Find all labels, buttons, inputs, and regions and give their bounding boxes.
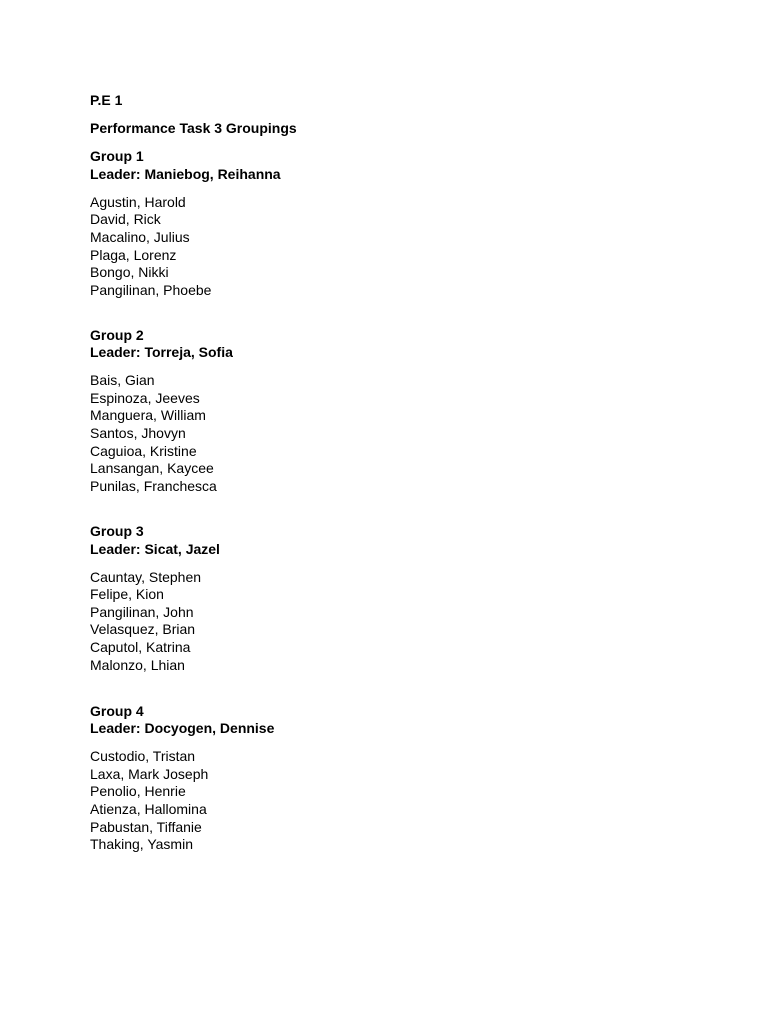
member-name: Cauntay, Stephen — [90, 568, 202, 585]
member-name: Pangilinan, Phoebe — [90, 281, 212, 298]
document-page — [90, 92, 690, 881]
member-name: Espinoza, Jeeves — [90, 389, 200, 406]
group-title: Group 3 — [90, 523, 144, 540]
member-name: Laxa, Mark Joseph — [90, 765, 209, 782]
group-section-2 — [90, 327, 690, 496]
group-title: Group 2 — [90, 326, 144, 343]
member-name: David, Rick — [90, 211, 161, 228]
group-header — [90, 327, 690, 362]
member-list — [90, 372, 690, 495]
group-leader: Leader: Sicat, Jazel — [90, 540, 220, 557]
member-name: Manguera, William — [90, 407, 206, 424]
member-name: Macalino, Julius — [90, 228, 190, 245]
group-title: Group 1 — [90, 148, 144, 165]
course-title: P.E 1 — [90, 92, 123, 108]
member-name: Thaking, Yasmin — [90, 836, 193, 853]
group-section-1 — [90, 148, 690, 299]
group-leader: Leader: Docyogen, Dennise — [90, 720, 275, 737]
member-name: Lansangan, Kaycee — [90, 460, 214, 477]
member-name: Malonzo, Lhian — [90, 656, 185, 673]
member-name: Velasquez, Brian — [90, 621, 196, 638]
member-name: Pangilinan, John — [90, 603, 194, 620]
group-header — [90, 148, 690, 183]
group-section-4 — [90, 703, 690, 854]
group-section-3 — [90, 523, 690, 674]
member-list — [90, 194, 690, 300]
member-name: Pabustan, Tiffanie — [90, 818, 202, 835]
group-header — [90, 523, 690, 558]
task-title: Performance Task 3 Groupings — [90, 119, 297, 136]
member-name: Agustin, Harold — [90, 193, 186, 210]
member-name: Plaga, Lorenz — [90, 246, 177, 263]
member-list — [90, 569, 690, 675]
member-name: Punilas, Franchesca — [90, 477, 217, 494]
member-name: Caputol, Katrina — [90, 638, 191, 655]
group-header — [90, 703, 690, 738]
member-list — [90, 748, 690, 854]
member-name: Penolio, Henrie — [90, 783, 186, 800]
group-title: Group 4 — [90, 702, 144, 719]
group-leader: Leader: Maniebog, Reihanna — [90, 165, 281, 182]
member-name: Atienza, Hallomina — [90, 800, 207, 817]
member-name: Bongo, Nikki — [90, 264, 169, 281]
member-name: Felipe, Kion — [90, 586, 164, 603]
member-name: Caguioa, Kristine — [90, 442, 197, 459]
group-leader: Leader: Torreja, Sofia — [90, 344, 233, 361]
member-name: Custodio, Tristan — [90, 748, 196, 765]
member-name: Bais, Gian — [90, 372, 155, 389]
member-name: Santos, Jhovyn — [90, 425, 186, 442]
